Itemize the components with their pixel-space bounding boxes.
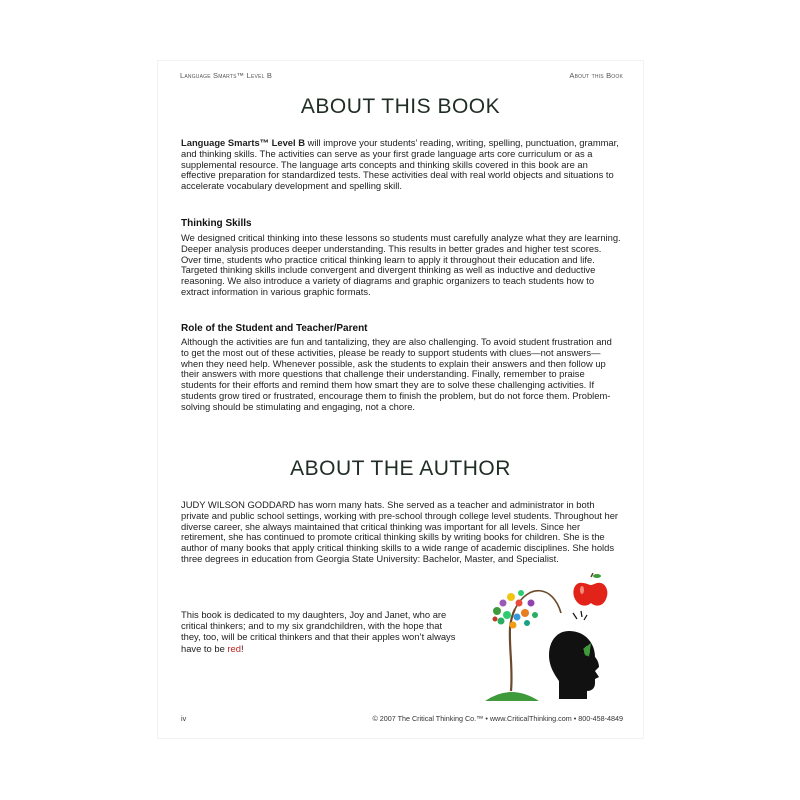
dedication bbox=[181, 609, 456, 654]
author-bio: JUDY WILSON GODDARD has worn many hats. She served as a teacher and administrator in both private and public school settings, working with pre-school through college level students. Throughout her diverse career, she always maintained that critical thinking was important for all levels. Since her retirement, she has continued to promote critical thinking skills by writing books for children. She is the author of many books that apply critical thinking skills to a wide range of academic disciplines. She holds three degrees in education from Georgia State University: Bachelor, Master, and Specialist. bbox=[181, 499, 619, 564]
running-header-right: About this Book bbox=[569, 71, 623, 80]
thought-marks bbox=[573, 611, 587, 620]
tree-trunk bbox=[510, 609, 515, 691]
dedication-text: This book is dedicated to my daughters, Joy and Janet, who are critical thinkers; and to my six grandchildren, with the hope that they, too, will be critical thinkers and that their apples won’t always have to be bbox=[181, 609, 456, 654]
thinker-head-icon bbox=[549, 631, 599, 699]
book-name: Language Smarts™ Level B bbox=[181, 137, 305, 148]
copyright-line: © 2007 The Critical Thinking Co.™ • www.CriticalThinking.com • 800-458-4849 bbox=[372, 714, 623, 723]
book-page bbox=[158, 61, 643, 738]
thinking-skills-text: We designed critical thinking into these lessons so students must carefully analyze what they are learning. Deeper analysis produces deeper understanding. This results in better grades and higher test scores. Over time, students who practice critical thinking learn to apply it throughout their education and life. Targeted thinking skills include convergent and divergent thinking as well as inductive and deductive reasoning. We also introduce a variety of diagrams and graphic organizers to teach students how to extract information in various graphic formats. bbox=[181, 232, 621, 297]
dedication-end: ! bbox=[240, 642, 244, 654]
running-header-left: Language Smarts™ Level B bbox=[180, 71, 273, 80]
dedication-red-word: red bbox=[227, 642, 241, 654]
intro-text: will improve your students’ reading, writing, spelling, punctuation, grammar, and thinking skills. The activities can serve as your first grade language arts core curriculum or as a supplemental resource. The language arts concepts and thinking skills covered in this book are an effective preparation for standardized tests. These activities deal with real world objects and situations to accelerate vocabulary development and spelling skill. bbox=[181, 137, 619, 192]
about-author-title: ABOUT THE AUTHOR bbox=[290, 457, 511, 480]
tree-and-thinker-illustration bbox=[483, 573, 618, 703]
grass-mound bbox=[485, 692, 539, 701]
about-book-intro bbox=[181, 138, 621, 192]
red-apple-icon bbox=[573, 573, 607, 606]
page-number: iv bbox=[181, 714, 187, 723]
role-heading: Role of the Student and Teacher/Parent bbox=[181, 323, 368, 334]
thinking-skills-heading: Thinking Skills bbox=[181, 218, 252, 229]
role-text: Although the activities are fun and tantalizing, they are also challenging. To avoid student frustration and to get the most out of these activities, please be ready to support students with clues—not answers—when they need help. Whenever possible, ask the students to explain their answers and then follow up their answers with more questions that challenge their understanding. Finally, remember to praise students for their efforts and remind them how smart they are to solve these challenging activities. If students grow tired or frustrated, encourage them to finish the problem, but do not force them. Problem-solving should be stimulating and engaging, not a chore. bbox=[181, 336, 612, 412]
about-book-title: ABOUT THIS BOOK bbox=[300, 95, 501, 118]
